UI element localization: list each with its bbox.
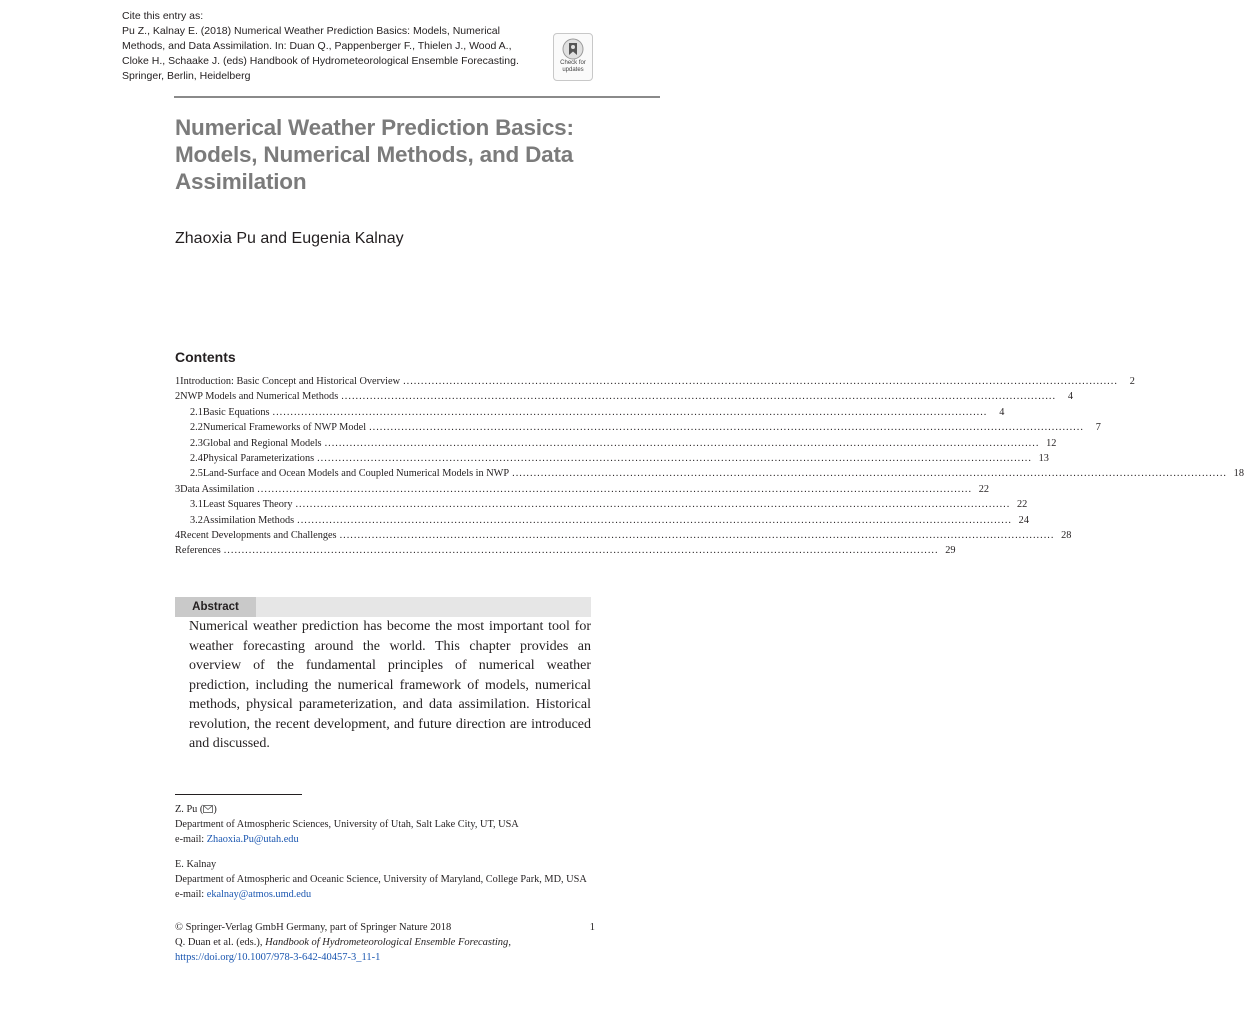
- book-suffix: ,: [508, 937, 511, 948]
- toc-entry-number: 1: [175, 376, 181, 387]
- toc-entry-number: 4: [175, 529, 181, 541]
- toc-entry-number: 3.2: [190, 514, 203, 526]
- toc-entry[interactable]: [175, 376, 1135, 391]
- toc-entry-page: 12: [1046, 437, 1057, 449]
- table-of-contents: [175, 376, 1244, 561]
- toc-entry-title: NWP Models and Numerical Methods: [180, 391, 339, 403]
- toc-entry-title: Data Assimilation: [180, 483, 255, 495]
- author1-name-line: Z. Pu ( ): [175, 804, 217, 815]
- toc-entry-page: 7: [1095, 422, 1101, 434]
- bookmark-crossmark-icon: [562, 38, 584, 60]
- footnote-divider: [175, 794, 302, 795]
- author1-email-link[interactable]: Zhaoxia.Pu@utah.edu: [206, 834, 299, 845]
- envelope-icon[interactable]: [203, 804, 213, 815]
- citation-line: Pu Z., Kalnay E. (2018) Numerical Weather Prediction Basics: Models, Numerical: [122, 25, 500, 37]
- badge-label-line1: Check for: [560, 60, 586, 66]
- citation-block: [122, 9, 542, 84]
- citation-line: Cloke H., Schaake J. (eds) Handbook of Hydrometeorological Ensemble Forecasting.: [122, 55, 519, 67]
- toc-entry-page: 24: [1018, 514, 1029, 526]
- toc-leader-dots: ........................................................................................................................................................................................................: [223, 545, 939, 557]
- abstract-text: Numerical weather prediction has become the most important tool for weather forecasting around the world. This chapter provides an overview of the fundamental principles of numerical weather prediction, including the numerical framework of models, numerical methods, physical parameterization, and data assimilation. Historical revolution, the recent development, and future direction are introduced and discussed.: [189, 619, 591, 751]
- toc-leader-dots: ........................................................................................................................................................................................................: [272, 406, 988, 418]
- toc-entry-title: References: [175, 545, 221, 557]
- toc-entry-page: 4: [1067, 391, 1074, 403]
- toc-entry-number: 2: [175, 391, 181, 403]
- toc-entry-title: Global and Regional Models: [202, 437, 322, 449]
- contents-heading: Contents: [175, 349, 236, 365]
- check-for-updates-badge[interactable]: [553, 33, 593, 81]
- book-editors: Q. Duan et al. (eds.),: [175, 937, 266, 948]
- author2-email-link[interactable]: ekalnay@atmos.umd.edu: [206, 889, 312, 900]
- toc-entry[interactable]: [175, 529, 1072, 545]
- authors: Zhaoxia Pu and Eugenia Kalnay: [175, 230, 404, 247]
- abstract-label: Abstract: [175, 597, 256, 617]
- toc-entry[interactable]: [175, 452, 1049, 468]
- book-reference: [175, 935, 595, 950]
- toc-leader-dots: ........................................................................................................................................................................................................: [295, 499, 1011, 511]
- toc-entry-title: Physical Parameterizations: [202, 452, 315, 464]
- citation-line: Springer, Berlin, Heidelberg: [122, 70, 251, 82]
- citation-line: Cite this entry as:: [122, 10, 204, 22]
- toc-entry-title: Introduction: Basic Concept and Historical Overview: [180, 376, 401, 387]
- author1-email-line: [175, 832, 595, 847]
- toc-entry-number: 3.1: [190, 499, 203, 511]
- author2-email-label: e-mail:: [175, 889, 207, 900]
- author1-affiliation: Department of Atmospheric Sciences, University of Utah, Salt Lake City, UT, USA: [175, 819, 519, 830]
- author2-email-line: [175, 887, 595, 902]
- toc-entry[interactable]: [175, 391, 1074, 406]
- copyright-block: [175, 920, 595, 965]
- toc-entry-title: Recent Developments and Challenges: [180, 529, 337, 541]
- toc-entry-title: Least Squares Theory: [202, 499, 293, 511]
- toc-entry-number: 2.4: [190, 452, 203, 464]
- toc-leader-dots: ........................................................................................................................................................................................................: [297, 514, 1012, 526]
- toc-entry-title: Basic Equations: [202, 406, 270, 418]
- toc-entry[interactable]: [175, 545, 956, 560]
- title-line: Numerical Weather Prediction Basics:: [175, 115, 574, 140]
- toc-entry[interactable]: [175, 406, 1005, 422]
- toc-entry-page: 13: [1038, 452, 1049, 464]
- toc-entry-page: 22: [978, 483, 990, 495]
- author2-affiliation: Department of Atmospheric and Oceanic Science, University of Maryland, College Park, MD, USA: [175, 874, 587, 885]
- badge-label-line2: updates: [562, 67, 584, 73]
- toc-entry-page: 2: [1129, 376, 1135, 387]
- toc-entry-number: 2.2: [190, 422, 203, 434]
- author-footnotes: [175, 802, 595, 902]
- toc-leader-dots: ........................................................................................................................................................................................................: [317, 452, 1032, 464]
- toc-entry-title: Assimilation Methods: [202, 514, 295, 526]
- toc-entry[interactable]: [175, 422, 1101, 437]
- toc-leader-dots: ........................................................................................................................................................................................................: [257, 483, 973, 495]
- header-divider: [174, 96, 660, 98]
- toc-entry-page: 4: [999, 406, 1005, 418]
- toc-entry-title: Land-Surface and Ocean Models and Coupled Numerical Models in NWP: [202, 468, 510, 480]
- toc-entry-page: 22: [1017, 499, 1028, 511]
- toc-entry-page: 29: [945, 545, 956, 557]
- toc-leader-dots: ........................................................................................................................................................................................................: [341, 391, 1057, 403]
- author1-email-label: e-mail:: [175, 834, 207, 845]
- author2-name: E. Kalnay: [175, 859, 217, 870]
- toc-entry[interactable]: [175, 468, 1244, 483]
- author1-name: Z. Pu: [175, 804, 198, 815]
- toc-entry-number: 2.5: [190, 468, 203, 480]
- toc-entry-title: Numerical Frameworks of NWP Model: [202, 422, 367, 434]
- copyright-line: © Springer-Verlag GmbH Germany, part of Springer Nature 2018: [175, 922, 452, 933]
- toc-leader-dots: ........................................................................................................................................................................................................: [324, 437, 1040, 449]
- toc-entry[interactable]: [175, 483, 990, 499]
- toc-entry-page: 28: [1061, 529, 1072, 541]
- book-title: Handbook of Hydrometeorological Ensemble Forecasting: [265, 937, 509, 948]
- toc-entry-number: 2.1: [190, 406, 203, 418]
- toc-entry[interactable]: [175, 437, 1057, 453]
- chapter-title: [175, 114, 595, 195]
- title-line: Assimilation: [175, 169, 307, 194]
- doi-link[interactable]: https://doi.org/10.1007/978-3-642-40457-3_11-1: [175, 952, 381, 963]
- toc-leader-dots: ........................................................................................................................................................................................................: [403, 376, 1118, 387]
- page-number: 1: [589, 922, 595, 933]
- title-line: Models, Numerical Methods, and Data: [175, 142, 574, 167]
- toc-entry-number: 3: [175, 483, 181, 495]
- citation-line: Methods, and Data Assimilation. In: Duan Q., Pappenberger F., Thielen J., Wood A.,: [122, 40, 512, 52]
- toc-entry[interactable]: [175, 499, 1028, 514]
- toc-leader-dots: ........................................................................................................................................................................................................: [512, 468, 1227, 480]
- toc-entry-number: 2.3: [190, 437, 203, 449]
- toc-leader-dots: ........................................................................................................................................................................................................: [369, 422, 1084, 434]
- toc-entry[interactable]: [175, 514, 1029, 530]
- toc-leader-dots: ........................................................................................................................................................................................................: [339, 529, 1055, 541]
- toc-entry-page: 18: [1233, 468, 1244, 480]
